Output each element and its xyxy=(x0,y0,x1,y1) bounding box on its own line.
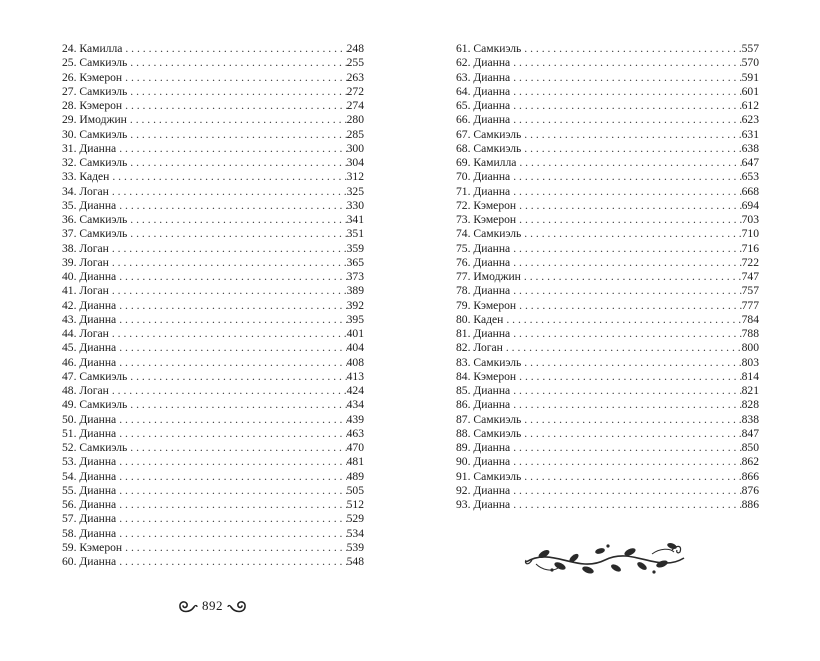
toc-entry-title: 75. Дианна xyxy=(456,241,511,255)
toc-entry-page: 365 xyxy=(346,255,364,269)
toc-entry-page: 481 xyxy=(346,455,364,469)
toc-entry-page: 434 xyxy=(346,398,364,412)
toc-entry-title: 90. Дианна xyxy=(456,455,511,469)
toc-entry-page: 408 xyxy=(346,355,364,369)
toc-dot-leader xyxy=(510,113,741,127)
toc-entry-title: 56. Дианна xyxy=(62,498,117,511)
toc-entry-title: 34. Логан xyxy=(62,184,109,198)
toc-entry xyxy=(62,156,364,170)
toc-entry-title: 58. Дианна xyxy=(62,526,117,540)
toc-entry-title: 82. Логан xyxy=(456,341,503,355)
toc-entry-title: 87. Самкиэль xyxy=(456,412,522,426)
toc-entry-page: 847 xyxy=(741,426,759,440)
toc-entry xyxy=(62,85,364,99)
toc-dot-leader xyxy=(510,455,741,469)
toc-entry-title: 35. Дианна xyxy=(62,198,117,212)
toc-entry xyxy=(456,413,759,427)
toc-entry xyxy=(62,213,364,227)
toc-entry xyxy=(62,99,364,113)
toc-entry-page: 638 xyxy=(741,141,759,155)
toc-entry-title: 84. Кэмерон xyxy=(456,369,517,383)
toc-entry-page: 359 xyxy=(346,241,364,255)
toc-entry-page: 505 xyxy=(346,483,364,497)
toc-dot-leader xyxy=(516,199,741,213)
toc-entry-page: 512 xyxy=(346,498,364,511)
toc-entry xyxy=(62,527,364,541)
toc-dot-leader xyxy=(116,270,346,284)
toc-entry-page: 710 xyxy=(741,227,759,241)
toc-entry xyxy=(456,170,759,184)
toc-entry xyxy=(456,398,759,412)
toc-entry-title: 52. Самкиэль xyxy=(62,441,128,454)
toc-entry-page: 272 xyxy=(346,84,364,98)
toc-entry-page: 248 xyxy=(346,42,364,55)
toc-entry xyxy=(62,413,364,427)
toc-entry-page: 300 xyxy=(346,141,364,155)
toc-entry-page: 330 xyxy=(346,198,364,212)
toc-entry-title: 76. Дианна xyxy=(456,255,511,269)
toc-entry-title: 25. Самкиэль xyxy=(62,56,128,70)
toc-entry xyxy=(456,256,759,270)
toc-dot-leader xyxy=(521,270,742,284)
toc-entry-page: 413 xyxy=(346,369,364,383)
toc-dot-leader xyxy=(127,128,346,142)
toc-entry-title: 64. Дианна xyxy=(456,84,511,98)
toc-entry-title: 41. Логан xyxy=(62,284,109,298)
toc-entry-title: 74. Самкиэль xyxy=(456,227,522,241)
toc-dot-leader xyxy=(510,284,741,298)
toc-entry-page: 285 xyxy=(346,127,364,141)
left-swirl-icon xyxy=(176,598,198,614)
toc-entry-title: 85. Дианна xyxy=(456,384,511,397)
toc-entry xyxy=(456,213,759,227)
toc-entry-title: 30. Самкиэль xyxy=(62,127,128,141)
toc-entry-page: 647 xyxy=(741,156,759,169)
toc-entry xyxy=(62,327,364,341)
toc-entry xyxy=(456,142,759,156)
toc-entry xyxy=(62,56,364,70)
toc-entry-title: 71. Дианна xyxy=(456,184,511,198)
toc-entry-page: 404 xyxy=(346,341,364,355)
toc-entry-page: 424 xyxy=(346,384,364,397)
toc-dot-leader xyxy=(127,370,346,384)
toc-entry-page: 803 xyxy=(741,355,759,369)
toc-dot-leader xyxy=(521,356,741,370)
toc-entry-page: 828 xyxy=(741,398,759,412)
toc-dot-leader xyxy=(521,413,741,427)
toc-entry-title: 67. Самкиэль xyxy=(456,127,522,141)
toc-dot-leader xyxy=(127,398,346,412)
toc-entry-title: 91. Самкиэль xyxy=(456,469,522,483)
toc-dot-leader xyxy=(109,327,347,341)
toc-entry-title: 42. Дианна xyxy=(62,298,117,312)
toc-entry xyxy=(456,327,759,341)
toc-entry-title: 73. Кэмерон xyxy=(456,213,517,226)
toc-entry xyxy=(456,455,759,469)
toc-dot-leader xyxy=(109,185,347,199)
toc-entry-page: 866 xyxy=(741,469,759,483)
toc-entry-page: 850 xyxy=(741,441,759,454)
toc-entry xyxy=(62,142,364,156)
toc-entry-page: 821 xyxy=(741,384,759,397)
toc-entry xyxy=(456,156,759,170)
toc-dot-leader xyxy=(127,213,346,227)
toc-entry xyxy=(62,512,364,526)
toc-dot-leader xyxy=(503,341,742,355)
toc-dot-leader xyxy=(109,256,347,270)
toc-entry-title: 33. Каден xyxy=(62,170,110,184)
toc-entry-title: 57. Дианна xyxy=(62,512,117,526)
toc-entry-page: 529 xyxy=(346,512,364,526)
toc-entry-page: 876 xyxy=(741,483,759,497)
toc-entry-title: 48. Логан xyxy=(62,384,109,397)
toc-entry-title: 26. Кэмерон xyxy=(62,70,123,84)
toc-dot-leader xyxy=(521,142,741,156)
toc-entry xyxy=(62,113,364,127)
toc-dot-leader xyxy=(116,470,346,484)
toc-entry-title: 62. Дианна xyxy=(456,56,511,70)
toc-entry xyxy=(62,455,364,469)
toc-entry xyxy=(62,42,364,56)
toc-entry-page: 722 xyxy=(741,255,759,269)
toc-entry-title: 37. Самкиэль xyxy=(62,227,128,241)
toc-entry-title: 24. Камилла xyxy=(62,42,123,55)
toc-entry-title: 77. Имоджин xyxy=(456,270,521,283)
toc-entry xyxy=(456,113,759,127)
toc-dot-leader xyxy=(510,85,741,99)
toc-entry-title: 53. Дианна xyxy=(62,455,117,469)
toc-entry xyxy=(62,441,364,455)
toc-entry-page: 401 xyxy=(346,327,364,340)
toc-entry xyxy=(456,341,759,355)
toc-dot-leader xyxy=(109,284,347,298)
toc-entry-page: 777 xyxy=(741,298,759,312)
toc-entry xyxy=(456,284,759,298)
toc-dot-leader xyxy=(127,227,346,241)
toc-dot-leader xyxy=(510,99,741,113)
page-folio xyxy=(176,598,249,614)
toc-entry-title: 46. Дианна xyxy=(62,355,117,369)
toc-dot-leader xyxy=(109,242,347,256)
toc-entry xyxy=(62,384,364,398)
toc-dot-leader xyxy=(116,498,346,512)
toc-dot-leader xyxy=(116,427,346,441)
toc-entry-page: 631 xyxy=(741,127,759,141)
toc-entry-title: 83. Самкиэль xyxy=(456,355,522,369)
toc-entry-page: 694 xyxy=(741,198,759,212)
toc-entry-title: 40. Дианна xyxy=(62,270,117,283)
toc-dot-leader xyxy=(127,441,346,455)
toc-entry xyxy=(62,71,364,85)
toc-entry-page: 784 xyxy=(741,312,759,326)
toc-entry xyxy=(62,185,364,199)
toc-entry-page: 373 xyxy=(346,270,364,283)
toc-dot-leader xyxy=(127,113,347,127)
toc-entry xyxy=(62,199,364,213)
toc-column-left xyxy=(62,42,364,569)
toc-entry xyxy=(62,484,364,498)
toc-dot-leader xyxy=(510,398,741,412)
toc-dot-leader xyxy=(109,384,347,398)
toc-entry-page: 325 xyxy=(346,184,364,198)
toc-entry-page: 788 xyxy=(741,327,759,340)
toc-entry-page: 351 xyxy=(346,227,364,241)
toc-entry-title: 72. Кэмерон xyxy=(456,198,517,212)
toc-entry-title: 43. Дианна xyxy=(62,312,117,326)
toc-entry-title: 44. Логан xyxy=(62,327,109,340)
toc-entry-title: 32. Самкиэль xyxy=(62,156,128,169)
toc-entry xyxy=(62,313,364,327)
toc-entry xyxy=(456,99,759,113)
toc-dot-leader xyxy=(116,413,346,427)
toc-entry xyxy=(456,427,759,441)
toc-entry-page: 716 xyxy=(741,241,759,255)
toc-entry xyxy=(456,384,759,398)
toc-entry-title: 63. Дианна xyxy=(456,70,511,84)
toc-entry xyxy=(456,356,759,370)
toc-entry xyxy=(62,498,364,512)
toc-dot-leader xyxy=(510,185,741,199)
toc-entry-page: 668 xyxy=(741,184,759,198)
toc-entry-page: 548 xyxy=(346,555,364,568)
toc-entry-title: 70. Дианна xyxy=(456,170,511,184)
toc-dot-leader xyxy=(510,498,741,512)
toc-entry-page: 274 xyxy=(346,99,364,112)
toc-entry-page: 389 xyxy=(346,284,364,298)
toc-entry-page: 612 xyxy=(741,99,759,112)
toc-entry xyxy=(62,356,364,370)
toc-entry-page: 395 xyxy=(346,312,364,326)
toc-entry-title: 65. Дианна xyxy=(456,99,511,112)
toc-entry-title: 80. Каден xyxy=(456,312,504,326)
toc-column-right xyxy=(456,42,759,512)
toc-entry xyxy=(62,299,364,313)
toc-dot-leader xyxy=(122,99,346,113)
toc-entry xyxy=(62,541,364,555)
toc-entry-page: 341 xyxy=(346,213,364,226)
toc-entry-title: 66. Дианна xyxy=(456,113,511,127)
toc-dot-leader xyxy=(116,484,346,498)
toc-entry-page: 623 xyxy=(741,113,759,127)
toc-entry-page: 463 xyxy=(346,426,364,440)
toc-entry-title: 81. Дианна xyxy=(456,327,511,340)
toc-entry xyxy=(456,441,759,455)
toc-entry-title: 61. Самкиэль xyxy=(456,42,522,55)
toc-entry-page: 886 xyxy=(741,498,759,511)
toc-entry xyxy=(456,227,759,241)
toc-dot-leader xyxy=(116,313,346,327)
toc-dot-leader xyxy=(116,299,346,313)
toc-entry xyxy=(62,170,364,184)
toc-dot-leader xyxy=(510,56,741,70)
toc-entry xyxy=(62,341,364,355)
toc-entry xyxy=(62,242,364,256)
toc-dot-leader xyxy=(503,313,741,327)
toc-entry-title: 28. Кэмерон xyxy=(62,99,123,112)
toc-dot-leader xyxy=(127,85,346,99)
toc-dot-leader xyxy=(521,42,741,56)
toc-entry xyxy=(456,199,759,213)
toc-entry-page: 814 xyxy=(741,369,759,383)
toc-entry-title: 45. Дианна xyxy=(62,341,117,355)
toc-dot-leader xyxy=(521,427,741,441)
toc-dot-leader xyxy=(510,327,741,341)
toc-dot-leader xyxy=(109,170,346,184)
toc-entry-page: 570 xyxy=(741,56,759,70)
toc-dot-leader xyxy=(116,455,346,469)
toc-dot-leader xyxy=(127,156,346,170)
toc-entry-title: 55. Дианна xyxy=(62,483,117,497)
toc-entry-page: 439 xyxy=(346,412,364,426)
toc-entry xyxy=(456,56,759,70)
toc-dot-leader xyxy=(516,213,741,227)
toc-entry-page: 534 xyxy=(346,526,364,540)
toc-dot-leader xyxy=(116,199,346,213)
toc-dot-leader xyxy=(116,527,346,541)
toc-entry-title: 93. Дианна xyxy=(456,498,511,511)
toc-entry xyxy=(456,313,759,327)
toc-entry xyxy=(456,498,759,512)
toc-entry xyxy=(62,128,364,142)
toc-dot-leader xyxy=(116,356,346,370)
toc-entry xyxy=(456,484,759,498)
toc-entry-page: 591 xyxy=(741,70,759,84)
toc-entry-title: 78. Дианна xyxy=(456,284,511,298)
toc-entry-page: 703 xyxy=(741,213,759,226)
toc-dot-leader xyxy=(516,156,741,170)
toc-entry-title: 86. Дианна xyxy=(456,398,511,412)
toc-entry xyxy=(456,299,759,313)
toc-dot-leader xyxy=(516,370,741,384)
toc-entry xyxy=(456,470,759,484)
toc-entry xyxy=(456,185,759,199)
toc-entry-title: 60. Дианна xyxy=(62,555,117,568)
toc-entry-page: 838 xyxy=(741,412,759,426)
toc-dot-leader xyxy=(510,242,741,256)
toc-entry-page: 255 xyxy=(346,56,364,70)
toc-entry-page: 601 xyxy=(741,84,759,98)
toc-entry-title: 29. Имоджин xyxy=(62,113,127,127)
toc-entry-title: 39. Логан xyxy=(62,255,109,269)
toc-entry-title: 38. Логан xyxy=(62,241,109,255)
floral-vine-icon xyxy=(522,540,688,580)
toc-entry xyxy=(62,427,364,441)
toc-entry-title: 92. Дианна xyxy=(456,483,511,497)
toc-dot-leader xyxy=(510,71,741,85)
toc-dot-leader xyxy=(127,56,346,70)
toc-entry xyxy=(62,470,364,484)
toc-entry-title: 89. Дианна xyxy=(456,441,511,454)
toc-dot-leader xyxy=(510,170,741,184)
toc-entry xyxy=(456,71,759,85)
toc-entry xyxy=(456,242,759,256)
toc-entry-page: 757 xyxy=(741,284,759,298)
toc-dot-leader xyxy=(122,71,346,85)
toc-entry-page: 862 xyxy=(741,455,759,469)
toc-dot-leader xyxy=(510,384,741,398)
page-number: 892 xyxy=(202,598,223,613)
toc-entry xyxy=(62,227,364,241)
toc-entry-title: 47. Самкиэль xyxy=(62,369,128,383)
toc-entry-page: 312 xyxy=(346,170,364,184)
toc-entry xyxy=(456,370,759,384)
toc-entry xyxy=(62,284,364,298)
toc-entry-title: 68. Самкиэль xyxy=(456,141,522,155)
toc-entry-title: 59. Кэмерон xyxy=(62,540,123,554)
toc-entry-page: 263 xyxy=(346,70,364,84)
toc-entry xyxy=(456,85,759,99)
toc-dot-leader xyxy=(510,256,741,270)
toc-entry-page: 557 xyxy=(741,42,759,55)
toc-entry-title: 69. Камилла xyxy=(456,156,517,169)
toc-entry xyxy=(62,398,364,412)
toc-entry-title: 50. Дианна xyxy=(62,412,117,426)
toc-entry-title: 88. Самкиэль xyxy=(456,426,522,440)
toc-entry xyxy=(62,270,364,284)
toc-entry-page: 489 xyxy=(346,469,364,483)
toc-entry-page: 653 xyxy=(741,170,759,184)
toc-entry-title: 31. Дианна xyxy=(62,141,117,155)
toc-dot-leader xyxy=(122,42,346,56)
toc-entry-page: 280 xyxy=(346,113,364,127)
toc-entry-title: 27. Самкиэль xyxy=(62,84,128,98)
toc-entry xyxy=(456,42,759,56)
toc-dot-leader xyxy=(122,541,346,555)
toc-dot-leader xyxy=(510,484,741,498)
right-swirl-icon xyxy=(227,598,249,614)
toc-dot-leader xyxy=(521,227,741,241)
toc-entry xyxy=(456,128,759,142)
toc-entry xyxy=(62,555,364,569)
toc-dot-leader xyxy=(510,441,741,455)
toc-dot-leader xyxy=(116,555,346,569)
toc-entry-title: 54. Дианна xyxy=(62,469,117,483)
toc-dot-leader xyxy=(116,142,346,156)
toc-dot-leader xyxy=(116,341,346,355)
toc-entry-page: 539 xyxy=(346,540,364,554)
toc-entry-title: 51. Дианна xyxy=(62,426,117,440)
toc-entry-page: 800 xyxy=(741,341,759,355)
toc-entry-title: 36. Самкиэль xyxy=(62,213,128,226)
toc-entry-page: 470 xyxy=(346,441,364,454)
toc-entry-page: 392 xyxy=(346,298,364,312)
toc-entry xyxy=(456,270,759,284)
toc-dot-leader xyxy=(521,470,741,484)
toc-entry-title: 49. Самкиэль xyxy=(62,398,128,412)
toc-entry-title: 79. Кэмерон xyxy=(456,298,517,312)
toc-entry xyxy=(62,370,364,384)
toc-dot-leader xyxy=(116,512,346,526)
toc-entry-page: 304 xyxy=(346,156,364,169)
toc-dot-leader xyxy=(521,128,741,142)
toc-dot-leader xyxy=(516,299,741,313)
toc-entry xyxy=(62,256,364,270)
toc-entry-page: 747 xyxy=(741,270,759,283)
